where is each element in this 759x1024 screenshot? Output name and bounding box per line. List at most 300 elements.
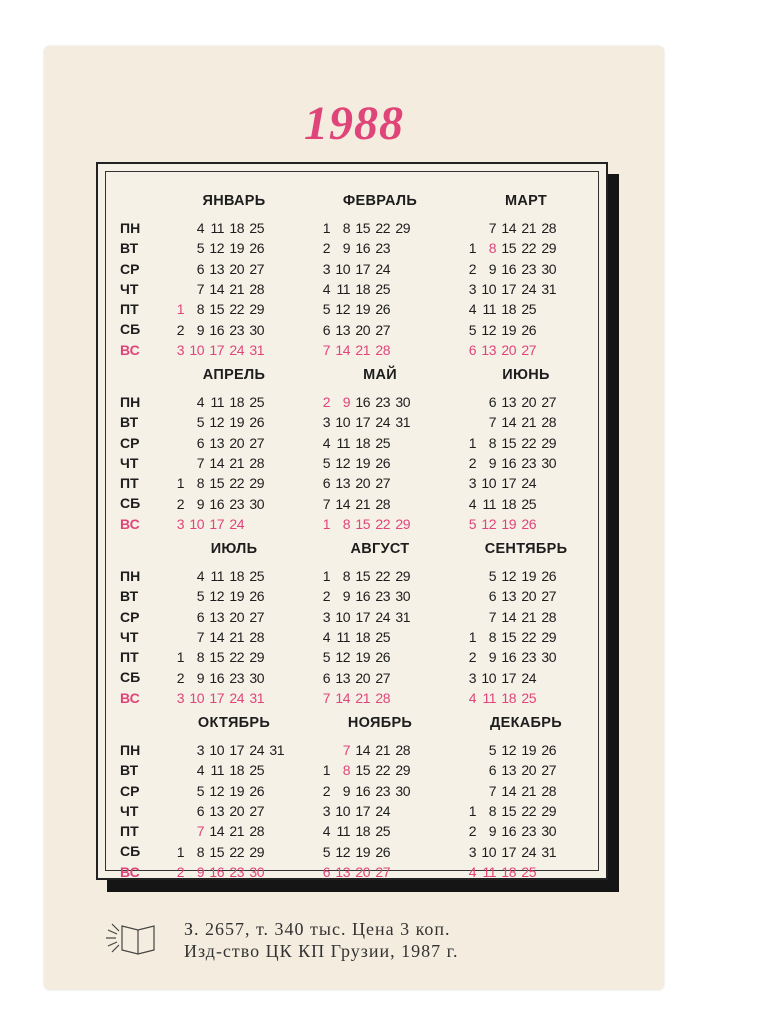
day-cell: 25 (375, 629, 390, 646)
publisher-imprint (184, 918, 458, 962)
day-cell: 22 (521, 240, 536, 257)
day-cell: 18 (229, 220, 244, 237)
weekday-row (310, 781, 410, 801)
day-cell: 19 (521, 742, 536, 759)
day-cell: 13 (209, 260, 224, 277)
weekday-row (456, 392, 556, 412)
day-cell: 25 (249, 220, 264, 237)
weekday-row (164, 392, 264, 412)
day-cell: 3 (176, 689, 184, 706)
day-cell: 13 (501, 394, 516, 411)
day-cell: 9 (342, 240, 350, 257)
day-cell (456, 760, 476, 780)
day-cell: 22 (375, 220, 390, 237)
day-cell: 1 (468, 629, 476, 646)
day-cell: 25 (521, 301, 536, 318)
weekday-row (456, 453, 556, 473)
day-cell: 23 (229, 321, 244, 338)
day-cell: 4 (468, 301, 476, 318)
day-cell: 31 (395, 414, 410, 431)
day-cell: 7 (488, 782, 496, 799)
day-cell: 1 (322, 568, 330, 585)
day-cell: 8 (196, 475, 204, 492)
day-cell: 12 (501, 568, 516, 585)
day-cell: 10 (189, 689, 204, 706)
day-cell: 28 (375, 689, 390, 706)
weekday-row (456, 566, 556, 586)
day-cell: 2 (468, 455, 476, 472)
day-cell: 18 (501, 689, 516, 706)
day-cell: 24 (521, 475, 536, 492)
day-cell: 25 (521, 863, 536, 880)
day-cell: 12 (335, 455, 350, 472)
day-cell: 13 (209, 803, 224, 820)
weekday-row (164, 566, 264, 586)
day-cell: 17 (209, 689, 224, 706)
weekday-label: ПН (120, 742, 141, 758)
calendar-inner-border (105, 171, 599, 880)
day-cell (264, 862, 284, 882)
day-cell: 2 (176, 669, 184, 686)
day-cell (164, 279, 184, 299)
day-cell: 29 (249, 649, 264, 666)
day-cell: 28 (249, 823, 264, 840)
weekday-label: ПТ (120, 649, 139, 666)
day-cell: 1 (176, 843, 184, 860)
day-cell: 9 (488, 260, 496, 277)
day-cell: 20 (355, 863, 370, 880)
weekday-row (164, 319, 264, 339)
day-cell (456, 781, 476, 801)
day-cell: 11 (210, 568, 224, 585)
weekday-label: ВС (120, 863, 140, 880)
day-cell: 10 (481, 281, 496, 298)
pocket-calendar-card (44, 46, 664, 990)
day-cell (264, 760, 284, 780)
month-block (310, 706, 450, 882)
day-cell: 7 (322, 341, 330, 358)
day-cell (536, 473, 556, 493)
weekday-row (456, 218, 556, 238)
weekday-row (310, 862, 410, 882)
day-cell: 25 (375, 434, 390, 451)
day-cell: 7 (322, 689, 330, 706)
day-cell: 11 (210, 394, 224, 411)
day-cell: 21 (521, 220, 536, 237)
day-cell: 10 (481, 843, 496, 860)
weekday-row (310, 667, 410, 687)
day-cell: 2 (468, 649, 476, 666)
month-days-table (164, 566, 264, 708)
quarter-row (120, 532, 600, 704)
weekday-label: ПН (120, 394, 141, 410)
day-cell (536, 862, 556, 882)
day-cell: 18 (355, 434, 370, 451)
month-block (456, 358, 596, 534)
day-cell: 24 (229, 341, 244, 358)
day-cell: 12 (335, 843, 350, 860)
day-cell: 20 (521, 762, 536, 779)
day-cell: 20 (229, 260, 244, 277)
day-cell (456, 586, 476, 606)
day-cell: 18 (355, 629, 370, 646)
month-block (164, 532, 304, 708)
weekday-labels (120, 566, 140, 708)
day-cell: 5 (488, 568, 496, 585)
weekday-row (310, 821, 410, 841)
weekday-label: ЧТ (120, 454, 139, 471)
day-cell: 6 (196, 434, 204, 451)
day-cell: 22 (229, 301, 244, 318)
day-cell: 17 (209, 515, 224, 532)
weekday-row (310, 740, 410, 760)
day-cell: 27 (541, 394, 556, 411)
day-cell: 26 (375, 843, 390, 860)
day-cell (164, 412, 184, 432)
day-cell: 16 (355, 782, 370, 799)
day-cell: 31 (395, 608, 410, 625)
weekday-row (310, 627, 410, 647)
day-cell: 23 (521, 823, 536, 840)
day-cell: 14 (355, 742, 370, 759)
day-cell: 10 (335, 260, 350, 277)
day-cell: 5 (196, 414, 204, 431)
weekday-row (456, 647, 556, 667)
day-cell: 18 (229, 394, 244, 411)
day-cell: 13 (481, 341, 496, 358)
day-cell: 1 (468, 240, 476, 257)
day-cell: 13 (501, 588, 516, 605)
weekday-label: СР (120, 608, 140, 625)
weekday-label: ВТ (120, 588, 139, 605)
weekday-row (164, 473, 264, 493)
weekday-row (456, 841, 556, 861)
day-cell (164, 259, 184, 279)
day-cell: 17 (355, 414, 370, 431)
day-cell: 22 (521, 803, 536, 820)
day-cell: 7 (322, 495, 330, 512)
weekday-row (456, 760, 556, 780)
day-cell: 27 (541, 588, 556, 605)
day-cell: 22 (521, 434, 536, 451)
day-cell (390, 473, 410, 493)
day-cell: 19 (355, 301, 370, 318)
weekday-row (164, 647, 264, 667)
day-cell: 20 (521, 394, 536, 411)
day-cell: 23 (521, 649, 536, 666)
day-cell: 16 (355, 240, 370, 257)
day-cell: 14 (335, 689, 350, 706)
day-cell: 15 (355, 220, 370, 237)
day-cell: 26 (521, 515, 536, 532)
day-cell: 28 (375, 341, 390, 358)
weekday-label: ПТ (120, 301, 139, 318)
day-cell: 11 (336, 281, 350, 298)
weekday-label: ВС (120, 515, 140, 532)
day-cell: 1 (322, 515, 330, 532)
weekday-row (456, 586, 556, 606)
day-cell: 28 (541, 608, 556, 625)
month-days-table (164, 392, 264, 534)
month-name: НОЯБРЬ (347, 715, 413, 731)
day-cell: 3 (322, 414, 330, 431)
day-cell: 30 (395, 394, 410, 411)
day-cell: 21 (521, 414, 536, 431)
weekday-label: ВТ (120, 762, 139, 779)
day-cell: 8 (488, 240, 496, 257)
day-cell: 10 (481, 669, 496, 686)
day-cell: 6 (322, 475, 330, 492)
day-cell: 29 (249, 475, 264, 492)
day-cell: 3 (468, 843, 476, 860)
day-cell: 5 (468, 321, 476, 338)
weekday-row (164, 781, 284, 801)
weekday-row (310, 319, 410, 339)
day-cell (390, 319, 410, 339)
day-cell: 3 (468, 281, 476, 298)
day-cell: 12 (481, 321, 496, 338)
day-cell: 29 (541, 803, 556, 820)
day-cell: 5 (488, 742, 496, 759)
day-cell: 14 (335, 495, 350, 512)
day-cell: 6 (322, 669, 330, 686)
day-cell: 20 (521, 588, 536, 605)
day-cell: 21 (229, 455, 244, 472)
day-cell: 13 (335, 475, 350, 492)
day-cell: 23 (375, 240, 390, 257)
day-cell: 18 (501, 863, 516, 880)
day-cell: 19 (229, 782, 244, 799)
day-cell: 29 (541, 434, 556, 451)
day-cell: 24 (521, 669, 536, 686)
month-block (456, 706, 596, 882)
weekday-row (164, 841, 284, 861)
day-cell: 21 (355, 495, 370, 512)
day-cell: 7 (488, 220, 496, 237)
day-cell: 14 (501, 220, 516, 237)
day-cell: 19 (501, 515, 516, 532)
weekday-row (310, 566, 410, 586)
weekday-row (456, 299, 556, 319)
day-cell: 21 (229, 281, 244, 298)
weekday-label: ВС (120, 341, 140, 358)
day-cell: 28 (541, 220, 556, 237)
weekday-row (164, 433, 264, 453)
day-cell: 5 (196, 588, 204, 605)
day-cell: 20 (501, 341, 516, 358)
day-cell (164, 801, 184, 821)
weekday-row (310, 647, 410, 667)
day-cell: 10 (335, 414, 350, 431)
day-cell (164, 433, 184, 453)
weekday-row (456, 862, 556, 882)
day-cell: 16 (209, 495, 224, 512)
day-cell: 4 (468, 495, 476, 512)
day-cell: 9 (196, 669, 204, 686)
day-cell: 10 (335, 608, 350, 625)
day-cell: 26 (375, 649, 390, 666)
day-cell: 8 (342, 568, 350, 585)
month-days-table (164, 218, 264, 360)
day-cell: 17 (355, 608, 370, 625)
day-cell: 8 (342, 515, 350, 532)
day-cell: 30 (395, 588, 410, 605)
day-cell: 4 (322, 629, 330, 646)
day-cell: 1 (176, 649, 184, 666)
day-cell (164, 392, 184, 412)
weekday-row (164, 627, 264, 647)
day-cell (390, 801, 410, 821)
day-cell: 8 (488, 803, 496, 820)
day-cell: 26 (249, 588, 264, 605)
weekday-row (310, 586, 410, 606)
day-cell: 6 (488, 394, 496, 411)
day-cell (390, 647, 410, 667)
day-cell: 21 (229, 629, 244, 646)
weekday-row (456, 781, 556, 801)
weekday-label: ЧТ (120, 280, 139, 297)
weekday-row (456, 607, 556, 627)
day-cell (456, 740, 476, 760)
day-cell: 12 (209, 414, 224, 431)
day-cell (310, 740, 330, 760)
day-cell: 27 (541, 762, 556, 779)
day-cell: 3 (176, 515, 184, 532)
day-cell: 14 (209, 823, 224, 840)
day-cell (536, 319, 556, 339)
day-cell: 10 (209, 742, 224, 759)
day-cell: 10 (335, 803, 350, 820)
day-cell: 10 (481, 475, 496, 492)
weekday-row (164, 760, 284, 780)
weekday-row (310, 279, 410, 299)
weekday-row (164, 453, 264, 473)
day-cell: 30 (249, 669, 264, 686)
day-cell: 29 (249, 843, 264, 860)
day-cell: 7 (488, 414, 496, 431)
day-cell (536, 667, 556, 687)
weekday-row (310, 607, 410, 627)
day-cell: 4 (322, 434, 330, 451)
day-cell: 30 (541, 260, 556, 277)
day-cell: 1 (322, 220, 330, 237)
day-cell (164, 740, 184, 760)
weekday-label: ВС (120, 689, 140, 706)
day-cell: 25 (521, 689, 536, 706)
day-cell: 9 (342, 588, 350, 605)
day-cell: 16 (355, 394, 370, 411)
weekday-row (456, 821, 556, 841)
day-cell: 13 (209, 434, 224, 451)
day-cell: 24 (375, 414, 390, 431)
day-cell: 12 (335, 649, 350, 666)
day-cell: 31 (541, 281, 556, 298)
month-days-table (310, 218, 410, 360)
day-cell (390, 279, 410, 299)
day-cell (390, 238, 410, 258)
day-cell (164, 627, 184, 647)
day-cell (456, 392, 476, 412)
month-block (164, 184, 304, 360)
day-cell: 16 (209, 863, 224, 880)
day-cell: 27 (249, 803, 264, 820)
day-cell: 7 (196, 455, 204, 472)
day-cell: 26 (521, 321, 536, 338)
day-cell: 12 (209, 782, 224, 799)
weekday-row (310, 801, 410, 821)
imprint-line-1: З. 2657, т. 340 тыс. Цена 3 коп. (184, 919, 451, 939)
day-cell: 4 (196, 568, 204, 585)
day-cell: 17 (501, 475, 516, 492)
weekday-row (164, 412, 264, 432)
day-cell: 2 (176, 495, 184, 512)
day-cell: 9 (342, 782, 350, 799)
day-cell: 28 (249, 629, 264, 646)
day-cell: 20 (355, 475, 370, 492)
day-cell: 17 (501, 281, 516, 298)
month-block (310, 358, 450, 534)
weekday-row (310, 453, 410, 473)
day-cell: 18 (355, 281, 370, 298)
day-cell: 28 (249, 281, 264, 298)
day-cell: 23 (229, 495, 244, 512)
day-cell: 11 (336, 629, 350, 646)
weekday-row (164, 299, 264, 319)
day-cell: 22 (229, 475, 244, 492)
day-cell: 8 (196, 843, 204, 860)
day-cell: 13 (335, 863, 350, 880)
day-cell: 24 (521, 843, 536, 860)
weekday-labels (120, 392, 140, 534)
day-cell: 15 (501, 434, 516, 451)
day-cell: 15 (209, 843, 224, 860)
day-cell: 5 (322, 649, 330, 666)
weekday-row (456, 238, 556, 258)
day-cell: 29 (395, 762, 410, 779)
day-cell (390, 862, 410, 882)
weekday-label: СБ (120, 669, 141, 686)
weekday-row (456, 259, 556, 279)
day-cell: 19 (355, 649, 370, 666)
day-cell (164, 218, 184, 238)
month-name: ИЮНЬ (502, 367, 550, 383)
day-cell: 5 (468, 515, 476, 532)
day-cell: 2 (322, 588, 330, 605)
day-cell: 4 (322, 281, 330, 298)
day-cell: 26 (375, 455, 390, 472)
day-cell (164, 607, 184, 627)
day-cell: 21 (355, 689, 370, 706)
day-cell: 27 (375, 475, 390, 492)
month-name: ЯНВАРЬ (202, 193, 266, 209)
day-cell: 16 (355, 588, 370, 605)
day-cell: 11 (210, 762, 224, 779)
day-cell: 25 (375, 823, 390, 840)
day-cell: 7 (196, 281, 204, 298)
weekday-row (164, 259, 264, 279)
day-cell: 2 (468, 823, 476, 840)
weekday-row (456, 627, 556, 647)
weekday-label: ПН (120, 220, 141, 236)
day-cell: 23 (229, 669, 244, 686)
day-cell: 5 (196, 240, 204, 257)
day-cell: 23 (521, 260, 536, 277)
quarter-row (120, 358, 600, 530)
day-cell: 3 (322, 608, 330, 625)
weekday-row (456, 740, 556, 760)
weekday-row (164, 667, 264, 687)
day-cell: 25 (375, 281, 390, 298)
